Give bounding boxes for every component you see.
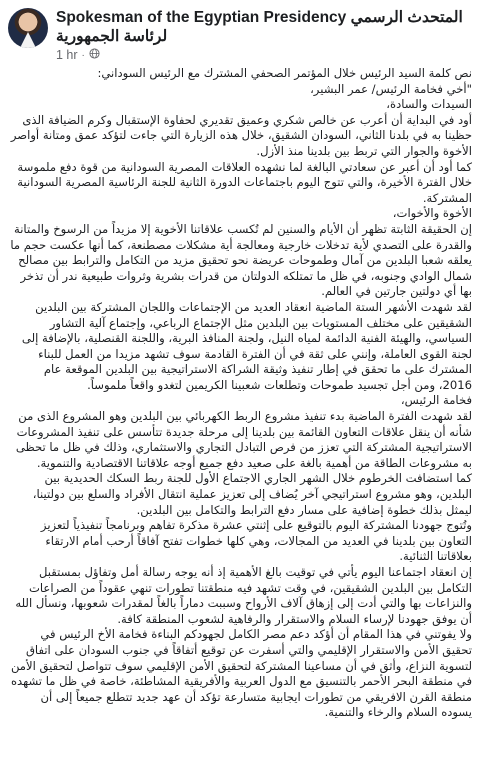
paragraph: إن الحقيقة الثابتة تظهر أن الأيام والسنين لم تُكسب علاقاتنا الأخوية إلا مزيداً من الرسوخ والمتانة والقدرة على التصدي لأية تدخلات خارجية ومعالجة أية مشكلات مصطنعة، كما أنها عكست حجم ما يعلقه شعبا البلدين من آمال وطموحات عريضة نحو تحقيق مزيد من التكامل والترابط بين مصالح شمال الوادي وجنوبه، في ظل ما تمتلكه الدولتان من قدرات بشرية وثروات طبيعية ندر أن تذخر بها أي دولتين جارتين في العالم. bbox=[10, 221, 472, 299]
paragraph: لقد شهدت الفترة الماضية بدء تنفيذ مشروع الربط الكهربائي بين البلدين وهو المشروع الذى من شأنه أن ينقل علاقات التعاون القائمة بين بلدينا إلى مرحلة جديدة تتأسس على تنفيذ المشروعات الاستراتيجية المشتركة التي تعزز من فرص التبادل التجاري والاستثماري، وذلك في ظل ما تحظى به مشروعات الطاقة من أهمية بالغة على صعيد دفع جميع أوجه علاقاتنا الاقتصادية والتنموية. bbox=[15, 409, 472, 470]
paragraph: ولا يفوتني في هذا المقام أن أؤكد دعم مصر الكامل لجهودكم البناءة فخامة الأخ الرئيس في تحقيق الأمن والاستقرار الإقليمي والتي أسفرت عن توقيع أتفاقاً في جنوب السودان على اتفاق لتسوية النزاع، وأثق في أن مساعينا المشتركة لتحقيق الأمن الإقليمي سوف تتواصل لتحقيق الأمن في منطقة البحر الأحمر بالتنسيق مع الدول العربية والأفريقية المشاطئة، خاصة في ظل ما تشهده منطقة القرن الافريقي من تطورات ايجابية متسارعة تؤكد أن عهد جديد تتطلع جميعاً إلى أن يسوده السلام والرخاء والتنمية. bbox=[10, 627, 472, 720]
paragraph: كما استضافت الخرطوم خلال الشهر الجاري الاجتماع الأول للجنة ربط السكك الحديدية بين البلدين، وهو مشروع استراتيجي آخر يُضاف إلى تعزيز عملية انتقال الأفراد والسلع بين دولتينا، ليمثل بذلك خطوة إضافية على مسار دفع الترابط والتكامل بين البلدين. bbox=[32, 471, 472, 517]
meta-separator: · bbox=[81, 49, 85, 61]
paragraph: وتُتوج جهودنا المشتركة اليوم بالتوقيع على إثنتي عشرة مذكرة تفاهم وبرنامجاً تنفيذياً لتعزيز التعاون بين بلدينا في العديد من المجالات، وهي كلها خطوات تفتح آفاقاً أرحب أمام الارتقاء بعلاقاتنا الثنائية. bbox=[40, 518, 472, 564]
post-timestamp[interactable]: 1 hr bbox=[56, 48, 78, 62]
paragraph: كما أود أن أعبر عن سعادتي البالغة لما نشهده العلاقات المصرية السودانية من قوة دفع ملموسة خلال الفترة الأخيرة، والتي تتوج اليوم باجتماعات الدورة الثانية للجنة الرئاسية المصرية السودانية المشتركة. bbox=[17, 159, 472, 205]
globe-icon[interactable] bbox=[89, 48, 100, 62]
paragraph: أود في البداية أن أعرب عن خالص شكري وعميق تقديري لحفاوة الإستقبال وكرم الضيافة الذى حظينا به في بلدنا الثاني، السودان الشقيق، خلال هذه الزيارة التي جاءت لتؤكد عمق ومتانة أواصر الأخوة والجوار التي تربط بين بلدينا منذ الأزل. bbox=[10, 112, 472, 158]
post-meta bbox=[56, 48, 474, 62]
author-name-link[interactable]: Spokesman of the Egyptian Presidency المتحدث الرسمي لرئاسة الجمهورية bbox=[56, 9, 463, 45]
paragraph: لقد شهدت الأشهر الستة الماضية انعقاد العديد من الإجتماعات واللجان المشتركة بين البلدين الشقيقين على مختلف المستويات بين البلدين مثل الإجتماع الرباعي، وإجتماع آلية التشاور السياسي، والهيئة الفنية الدائمة لمياه النيل، ولجنة المنافذ البرية، واللجنة القنصلية، بالإضافة إلى لجنة القوى العاملة، وإنني على ثقة في أن الفترة القادمة سوف تشهد مزيدا من العمل للبناء المشترك على ما تحقق في إطار تنفيذ وثيقة الشراكة الاستراتيجية بين البلدين الموقعة عام 2016، ومن أجل تجسيد طموحات وتطلعات شعبينا الكريمين لتغدو واقعاً ملموساً. bbox=[21, 299, 472, 392]
post-body-text bbox=[0, 62, 484, 721]
post-header bbox=[0, 0, 484, 62]
paragraph-intro: نص كلمة السيد الرئيس خلال المؤتمر الصحفي المشترك مع الرئيس السوداني: bbox=[97, 66, 472, 80]
paragraph-salutation: فخامة الرئيس، bbox=[400, 393, 472, 408]
author-avatar[interactable] bbox=[8, 8, 48, 48]
post-header-text bbox=[56, 8, 474, 62]
paragraph: إن انعقاد اجتماعنا اليوم يأتي في توقيت بالغ الأهمية إذ أنه يوجه رسالة أمل وتفاؤل بمستقبل التكامل بين البلدين الشقيقين، في وقت تشهد فيه منطقتنا تطورات تنهي عقوداً من الصراعات والنزاعات بها والتي أدت إلى إزهاق آلاف الأرواح وسببت دماراً بالغاً لمقدرات شعوبها، ونسأل الله أن يوفق جهودنا لإرساء السلام والاستقرار والرفاهية لشعوب المنطقة كافة. bbox=[15, 565, 472, 626]
paragraph-greeting: الأخوة والأخوات، bbox=[392, 206, 472, 221]
paragraph-greeting: السيدات والسادة، bbox=[386, 97, 472, 112]
paragraph-salutation: "أخي فخامة الرئيس/ عمر البشير، bbox=[310, 81, 472, 96]
